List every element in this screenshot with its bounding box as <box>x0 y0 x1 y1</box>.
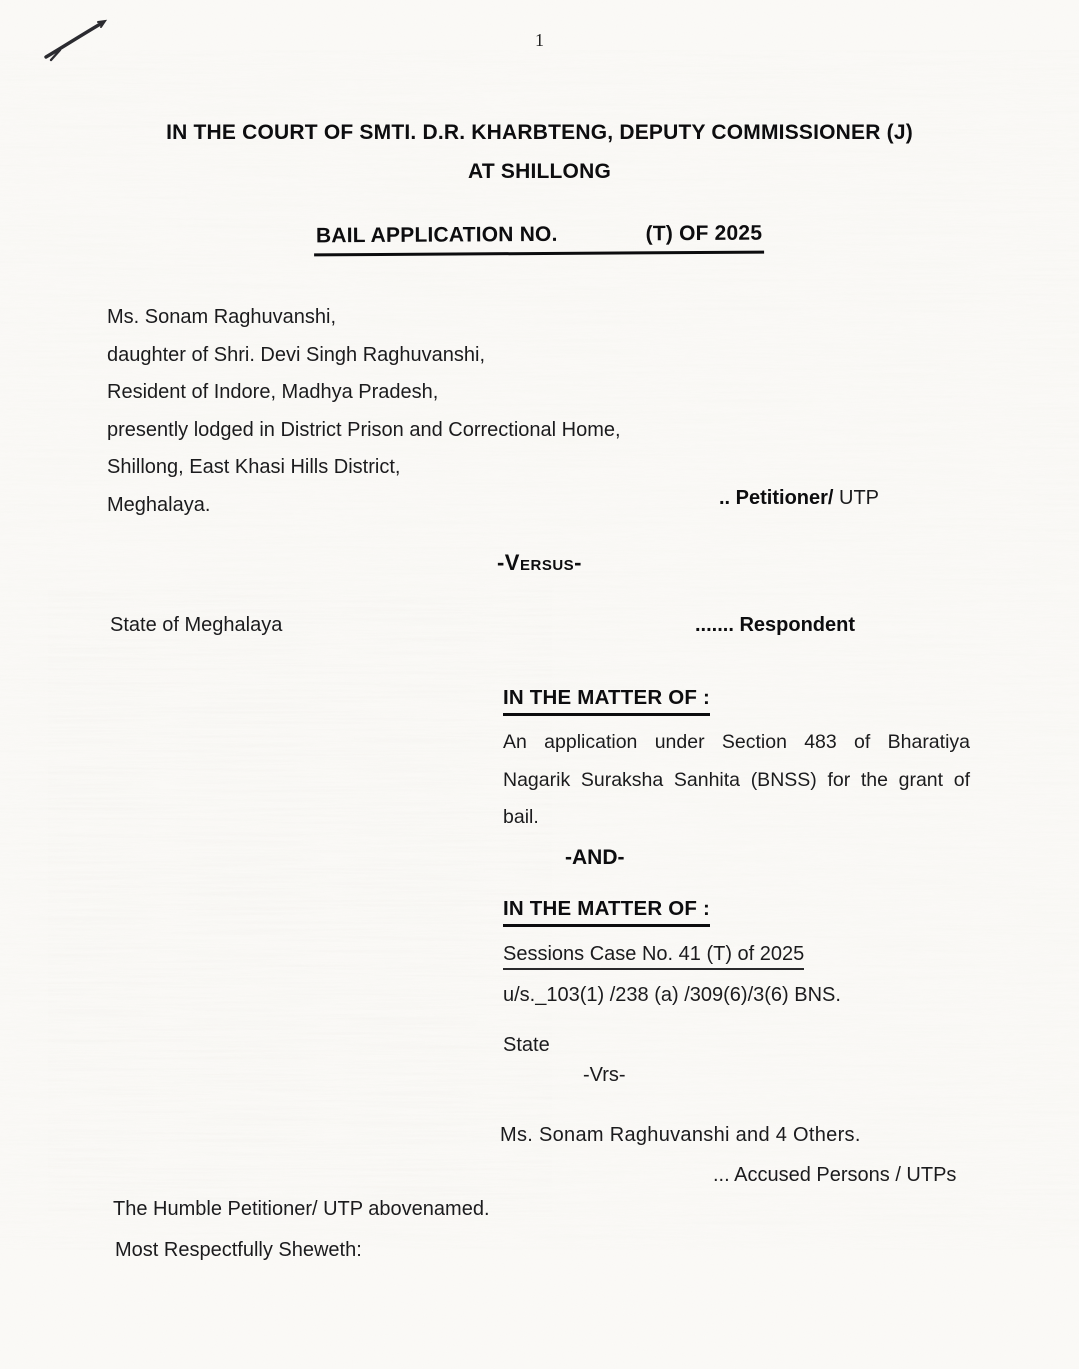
matter-1-body: An application under Section 483 of Bharatiya Nagarik Suraksha Sanhita (BNSS) for the grant of bail. <box>503 731 970 829</box>
respondent-name: State of Meghalaya <box>110 614 283 636</box>
case-party-state: State <box>503 1034 550 1056</box>
versus-separator: -Versus- <box>496 550 582 575</box>
petitioner-line: Meghalaya. <box>107 493 211 516</box>
respectfully-sheweth-line: Most Respectfully Sheweth: <box>115 1239 362 1261</box>
respondent-role-label: ....... Respondent <box>695 614 856 636</box>
sessions-case-reference: Sessions Case No. 41 (T) of 2025 <box>503 943 804 970</box>
petitioner-role-regular: UTP <box>833 487 880 509</box>
petitioner-line: Resident of Indore, Madhya Pradesh, <box>107 381 439 404</box>
matter-1-heading-wrap <box>503 686 710 716</box>
accused-role-label: ... Accused Persons / UTPs <box>713 1164 957 1186</box>
matter-2-heading-wrap <box>503 897 710 927</box>
case-party-accused: Ms. Sonam Raghuvanshi and 4 Others. <box>500 1124 861 1146</box>
matter-2-heading: IN THE MATTER OF : <box>503 897 710 927</box>
petitioner-line: Shillong, East Khasi Hills District, <box>107 456 401 479</box>
petitioner-line: presently lodged in District Prison and Correctional Home, <box>107 418 621 441</box>
page-number: 1 <box>535 30 544 50</box>
case-number-prefix: BAIL APPLICATION NO. <box>316 222 559 248</box>
petitioner-role-bold: .. Petitioner/ <box>719 487 834 509</box>
case-number-line <box>0 223 1079 255</box>
court-header <box>0 121 1079 184</box>
petitioner-block <box>107 299 667 525</box>
matter-1-heading: IN THE MATTER OF : <box>503 686 710 716</box>
petitioner-role-label <box>719 487 879 510</box>
and-separator: -AND- <box>565 846 625 869</box>
humble-petitioner-line: The Humble Petitioner/ UTP abovenamed. <box>113 1198 490 1220</box>
court-name: IN THE COURT OF SMTI. D.R. KHARBTENG, DEPUTY COMMISSIONER (J) <box>166 121 913 144</box>
petitioner-line: daughter of Shri. Devi Singh Raghuvanshi, <box>107 343 486 366</box>
petitioner-line: Ms. Sonam Raghuvanshi, <box>107 306 337 328</box>
sections-of-law: u/s._103(1) /238 (a) /309(6)/3(6) BNS. <box>503 984 841 1006</box>
court-location: AT SHILLONG <box>468 160 611 183</box>
case-number-underlined <box>314 222 764 257</box>
case-number-suffix: (T) OF 2025 <box>645 221 763 246</box>
vrs-separator: -Vrs- <box>583 1064 626 1086</box>
case-number-blank <box>558 240 646 241</box>
